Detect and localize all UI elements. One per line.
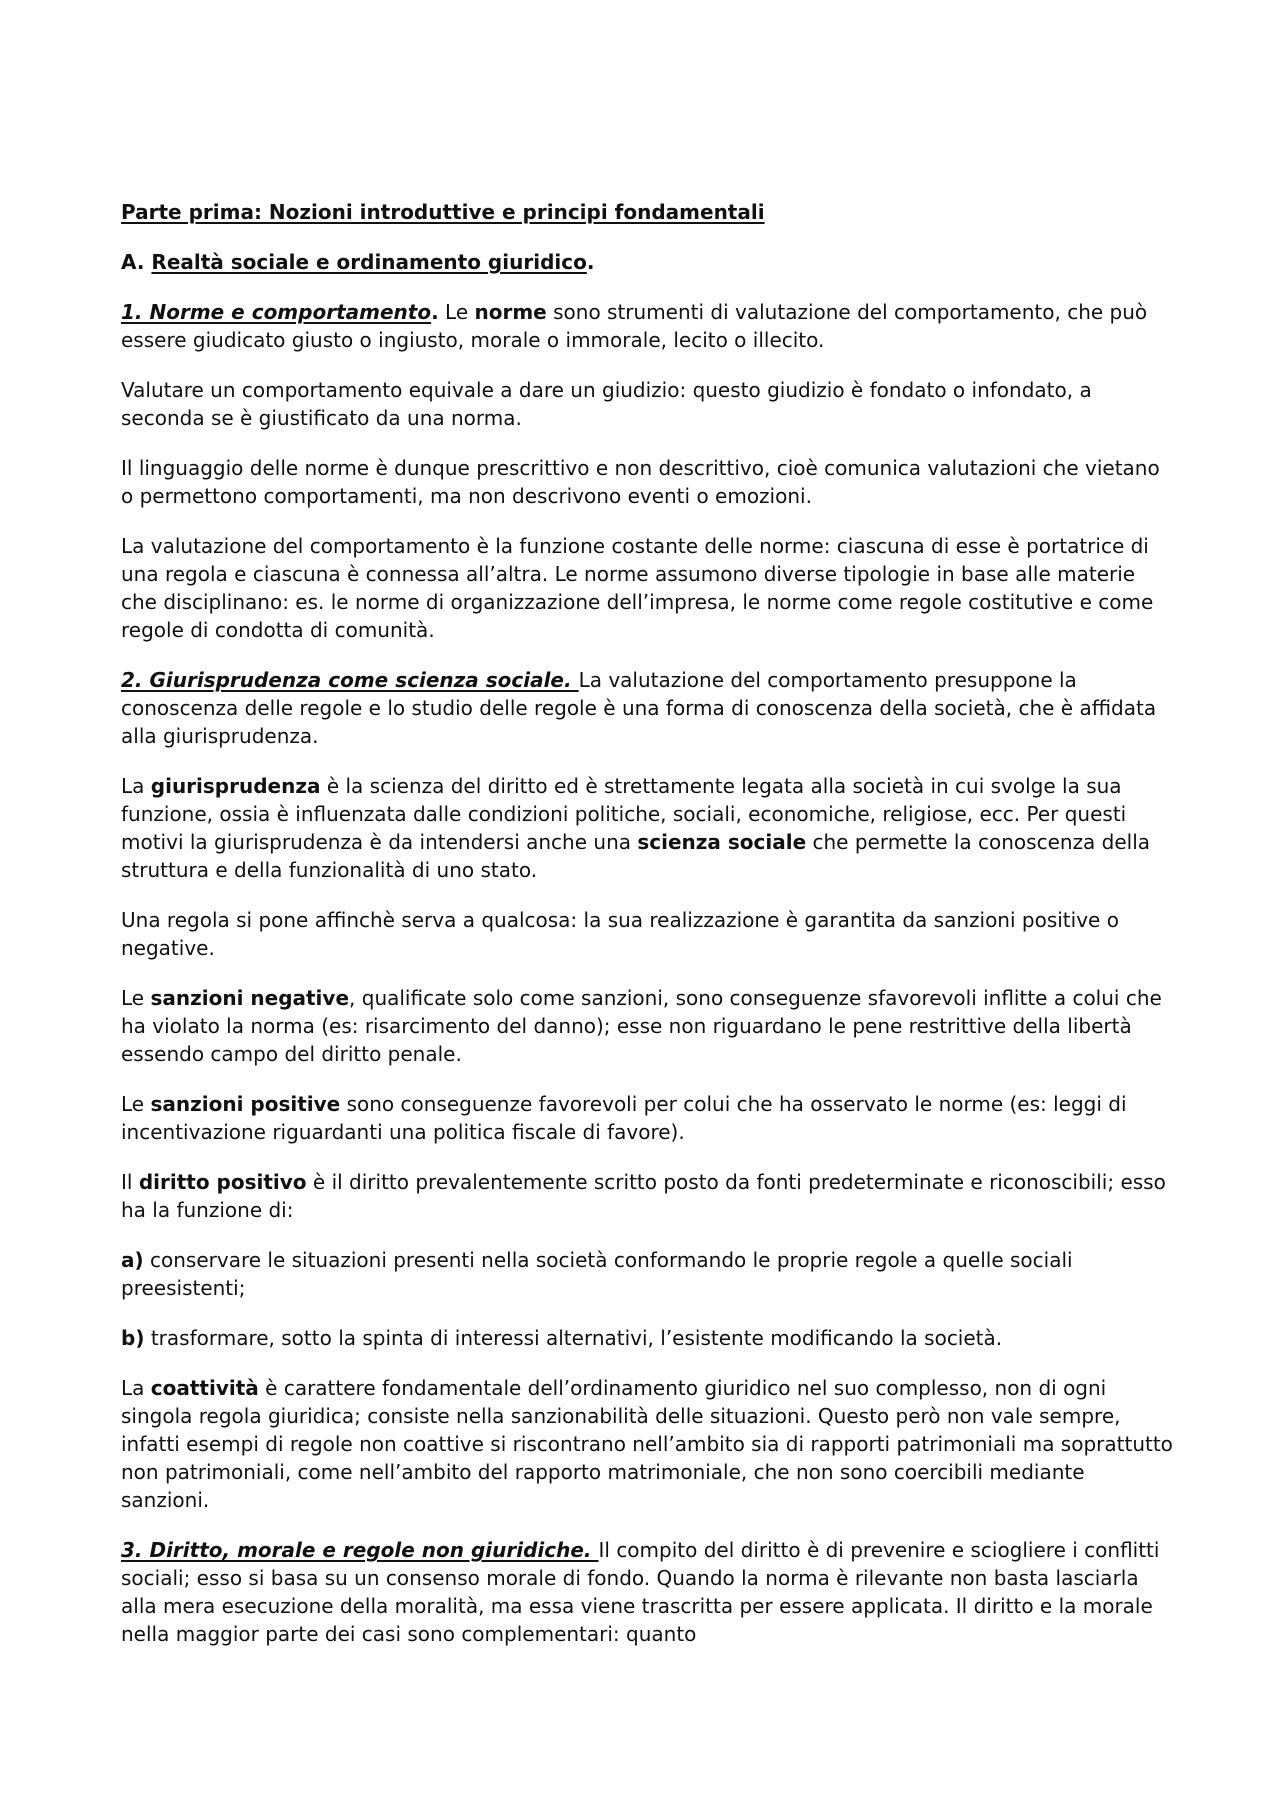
paragraph-14 bbox=[121, 1536, 1173, 1648]
p13-text-1: La bbox=[121, 1376, 151, 1400]
p10-bold-diritto-positivo: diritto positivo bbox=[138, 1170, 307, 1194]
list-item-b-text: trasformare, sotto la spinta di interessi alternativi, l’esistente modificando la società. bbox=[144, 1326, 1003, 1350]
p8-text-2: , qualificate solo come sanzioni, sono conseguenze sfavorevoli inflitte a colui che ha violato la norma (es: risarcimento del danno); esse non riguardano le pene restrittive della libertà essendo campo del diritto penale. bbox=[121, 986, 1162, 1066]
section-a-prefix: A. bbox=[121, 250, 152, 274]
paragraph-7: Una regola si pone affinchè serva a qualcosa: la sua realizzazione è garantita da sanzioni positive o negative. bbox=[121, 908, 1119, 960]
p9-bold-sanzioni-positive: sanzioni positive bbox=[150, 1092, 341, 1116]
p6-text-1: La bbox=[121, 774, 151, 798]
paragraph-9 bbox=[121, 1090, 1173, 1146]
paragraph-10 bbox=[121, 1168, 1173, 1224]
p1-text-2: sono strumenti di valutazione del comportamento, che può essere giudicato giusto o ingiusto, morale o immorale, lecito o illecito. bbox=[121, 300, 1148, 352]
heading-giurisprudenza: 2. Giurisprudenza come scienza sociale. bbox=[121, 668, 579, 692]
p6-text-2: è la scienza del diritto ed è strettamente legata alla società in cui svolge la sua funzione, ossia è influenzata dalle condizioni politiche, sociali, economiche, religiose, ecc. Per questi motivi la giurisprudenza è da intendersi anche una bbox=[121, 774, 1127, 854]
p8-text-1: Le bbox=[121, 986, 151, 1010]
section-a-heading bbox=[121, 248, 1173, 276]
p14-text: Il compito del diritto è di prevenire e sciogliere i conflitti sociali; esso si basa su un consenso morale di fondo. Quando la norma è rilevante non basta lasciarla alla mera esecuzione della moralità, ma essa viene trascritta per essere applicata. Il diritto e la morale nella maggior parte dei casi sono complementari: quanto bbox=[121, 1538, 1160, 1646]
document-title bbox=[121, 198, 1173, 226]
paragraph-5 bbox=[121, 666, 1173, 750]
p9-text-1: Le bbox=[121, 1092, 151, 1116]
p8-bold-sanzioni-negative: sanzioni negative bbox=[150, 986, 350, 1010]
p10-text-2: è il diritto prevalentemente scritto posto da fonti predeterminate e riconoscibili; esso ha la funzione di: bbox=[121, 1170, 1166, 1222]
p1-text-1: Le bbox=[438, 300, 475, 324]
paragraph-6 bbox=[121, 772, 1173, 884]
p5-text: La valutazione del comportamento presuppone la conoscenza delle regole e lo studio delle regole è una forma di conoscenza della società, che è affidata alla giurisprudenza. bbox=[121, 668, 1157, 748]
list-item-a-text: conservare le situazioni presenti nella società conformando le proprie regole a quelle sociali preesistenti; bbox=[121, 1248, 1073, 1300]
paragraph-8 bbox=[121, 984, 1173, 1068]
paragraph-3: Il linguaggio delle norme è dunque prescrittivo e non descrittivo, cioè comunica valutazioni che vietano o permettono comportamenti, ma non descrivono eventi o emozioni. bbox=[121, 456, 1160, 508]
p13-text-2: è carattere fondamentale dell’ordinamento giuridico nel suo complesso, non di ogni singola regola giuridica; consiste nella sanzionabilità delle situazioni. Questo però non vale sempre, infatti esempi di regole non coattive si riscontrano nell’ambito sia di rapporti patrimoniali ma soprattutto non patrimoniali, come nell’ambito del rapporto matrimoniale, che non sono coercibili mediante sanzioni. bbox=[121, 1376, 1173, 1512]
heading-diritto-morale: 3. Diritto, morale e regole non giuridiche. bbox=[121, 1538, 599, 1562]
heading-norme-comportamento: 1. Norme e comportamento bbox=[121, 300, 432, 324]
document-page bbox=[121, 198, 1173, 1670]
p10-text-1: Il bbox=[121, 1170, 139, 1194]
paragraph-1 bbox=[121, 298, 1173, 354]
paragraph-4: La valutazione del comportamento è la funzione costante delle norme: ciascuna di esse è portatrice di una regola e ciascuna è connessa all’altra. Le norme assumono diverse tipologie in base alle materie che disciplinano: es. le norme di organizzazione dell’impresa, le norme come regole costitutive e come regole di condotta di comunità. bbox=[121, 534, 1154, 642]
p1-bold-norme: norme bbox=[474, 300, 547, 324]
paragraph-2: Valutare un comportamento equivale a dare un giudizio: questo giudizio è fondato o infondato, a seconda se è giustificato da una norma. bbox=[121, 378, 1092, 430]
p13-bold-coattivita: coattività bbox=[150, 1376, 259, 1400]
p6-text-3: che permette la conoscenza della struttura e della funzionalità di uno stato. bbox=[121, 830, 1151, 882]
section-a-suffix: . bbox=[586, 250, 595, 274]
list-item-a-label: a) bbox=[121, 1248, 144, 1272]
list-item-b-label: b) bbox=[121, 1326, 145, 1350]
list-item-b bbox=[121, 1324, 1173, 1352]
p9-text-2: sono conseguenze favorevoli per colui che ha osservato le norme (es: leggi di incentivazione riguardanti una politica fiscale di favore). bbox=[121, 1092, 1127, 1144]
heading-1-suffix: . bbox=[431, 300, 439, 324]
p6-bold-scienza-sociale: scienza sociale bbox=[637, 830, 807, 854]
list-item-a bbox=[121, 1246, 1173, 1302]
section-a-title: Realtà sociale e ordinamento giuridico bbox=[151, 250, 587, 274]
document-title-text: Parte prima: Nozioni introduttive e principi fondamentali bbox=[121, 200, 765, 224]
p6-bold-giurisprudenza: giurisprudenza bbox=[150, 774, 321, 798]
paragraph-13 bbox=[121, 1374, 1173, 1514]
